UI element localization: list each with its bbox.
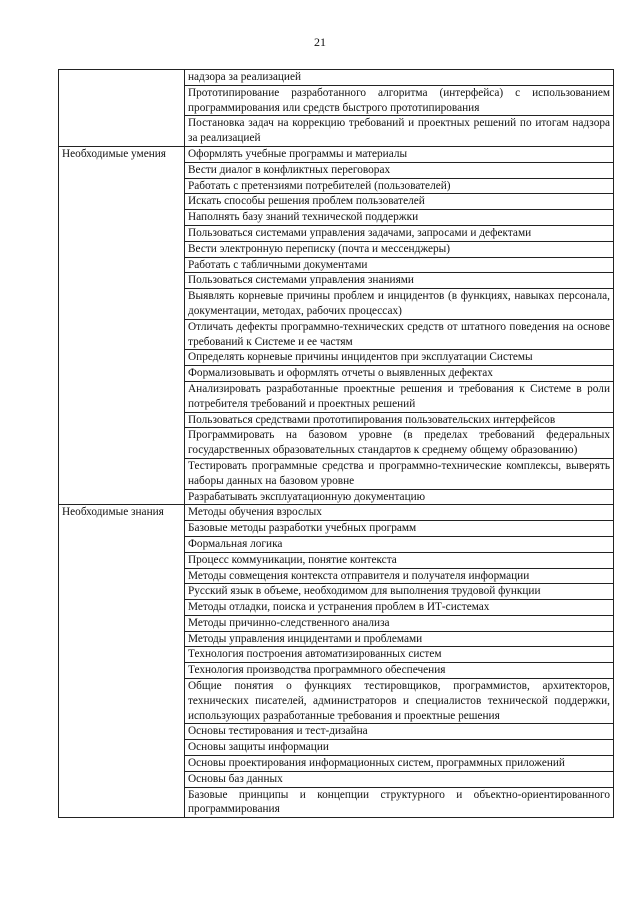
- requirement-item: Прототипирование разработанного алгоритма (интерфейса) с использованием программирования или средств быстрого прототипирования: [185, 85, 614, 116]
- requirement-item: Пользоваться системами управления знаниями: [185, 273, 614, 289]
- requirement-item: Вести диалог в конфликтных переговорах: [185, 162, 614, 178]
- requirement-item: Разрабатывать эксплуатационную документацию: [185, 489, 614, 505]
- requirement-item: Базовые принципы и концепции структурного и объектно-ориентированного программирования: [185, 787, 614, 818]
- requirement-item: Вести электронную переписку (почта и мессенджеры): [185, 241, 614, 257]
- requirement-item: надзора за реализацией: [185, 70, 614, 86]
- table-row: [59, 146, 614, 162]
- requirement-item: Анализировать разработанные проектные решения и требования к Системе в роли потребителя требований и проектных решений: [185, 381, 614, 412]
- requirement-item: Тестировать программные средства и программно-технические комплексы, выверять наборы данных на базовом уровне: [185, 458, 614, 489]
- requirement-item: Формализовывать и оформлять отчеты о выявленных дефектах: [185, 366, 614, 382]
- page-number: 21: [314, 35, 326, 49]
- requirement-item: Пользоваться системами управления задачами, запросами и дефектами: [185, 225, 614, 241]
- requirement-item: Искать способы решения проблем пользователей: [185, 194, 614, 210]
- requirements-table: [58, 69, 614, 818]
- requirement-item: Основы защиты информации: [185, 740, 614, 756]
- requirement-item: Оформлять учебные программы и материалы: [185, 146, 614, 162]
- requirement-item: Постановка задач на коррекцию требований и проектных решений по итогам надзора за реализацией: [185, 116, 614, 147]
- requirement-item: Работать с табличными документами: [185, 257, 614, 273]
- requirement-item: Отличать дефекты программно-технических средств от штатного поведения на основе требований к Системе и ее частям: [185, 319, 614, 350]
- requirement-item: Методы обучения взрослых: [185, 505, 614, 521]
- requirement-item: Работать с претензиями потребителей (пользователей): [185, 178, 614, 194]
- requirement-item: Формальная логика: [185, 536, 614, 552]
- requirement-item: Методы совмещения контекста отправителя и получателя информации: [185, 568, 614, 584]
- requirement-item: Методы причинно-следственного анализа: [185, 615, 614, 631]
- table-body: [59, 70, 614, 818]
- requirement-item: Пользоваться средствами прототипирования пользовательских интерфейсов: [185, 412, 614, 428]
- requirement-item: Определять корневые причины инцидентов при эксплуатации Системы: [185, 350, 614, 366]
- requirement-item: Методы отладки, поиска и устранения проблем в ИТ-системах: [185, 600, 614, 616]
- section-label: [59, 70, 185, 147]
- section-label: Необходимые умения: [59, 146, 185, 504]
- requirement-item: Программировать на базовом уровне (в пределах требований федеральных государственных образовательных стандартов к среднему общему образованию): [185, 428, 614, 459]
- table-row: [59, 70, 614, 86]
- requirement-item: Основы тестирования и тест-дизайна: [185, 724, 614, 740]
- requirement-item: Общие понятия о функциях тестировщиков, программистов, архитекторов, технических писателей, администраторов и специалистов технической поддержки, использующих разработанные требования и проектные решения: [185, 679, 614, 724]
- table-row: [59, 505, 614, 521]
- requirement-item: Русский язык в объеме, необходимом для выполнения трудовой функции: [185, 584, 614, 600]
- requirement-item: Технология построения автоматизированных систем: [185, 647, 614, 663]
- requirement-item: Процесс коммуникации, понятие контекста: [185, 552, 614, 568]
- requirement-item: Выявлять корневые причины проблем и инцидентов (в функциях, навыках персонала, документации, методах, рабочих процессах): [185, 289, 614, 320]
- requirement-item: Основы проектирования информационных систем, программных приложений: [185, 756, 614, 772]
- requirement-item: Технология производства программного обеспечения: [185, 663, 614, 679]
- requirement-item: Основы баз данных: [185, 771, 614, 787]
- requirement-item: Базовые методы разработки учебных программ: [185, 521, 614, 537]
- section-label: Необходимые знания: [59, 505, 185, 818]
- requirement-item: Методы управления инцидентами и проблемами: [185, 631, 614, 647]
- requirement-item: Наполнять базу знаний технической поддержки: [185, 210, 614, 226]
